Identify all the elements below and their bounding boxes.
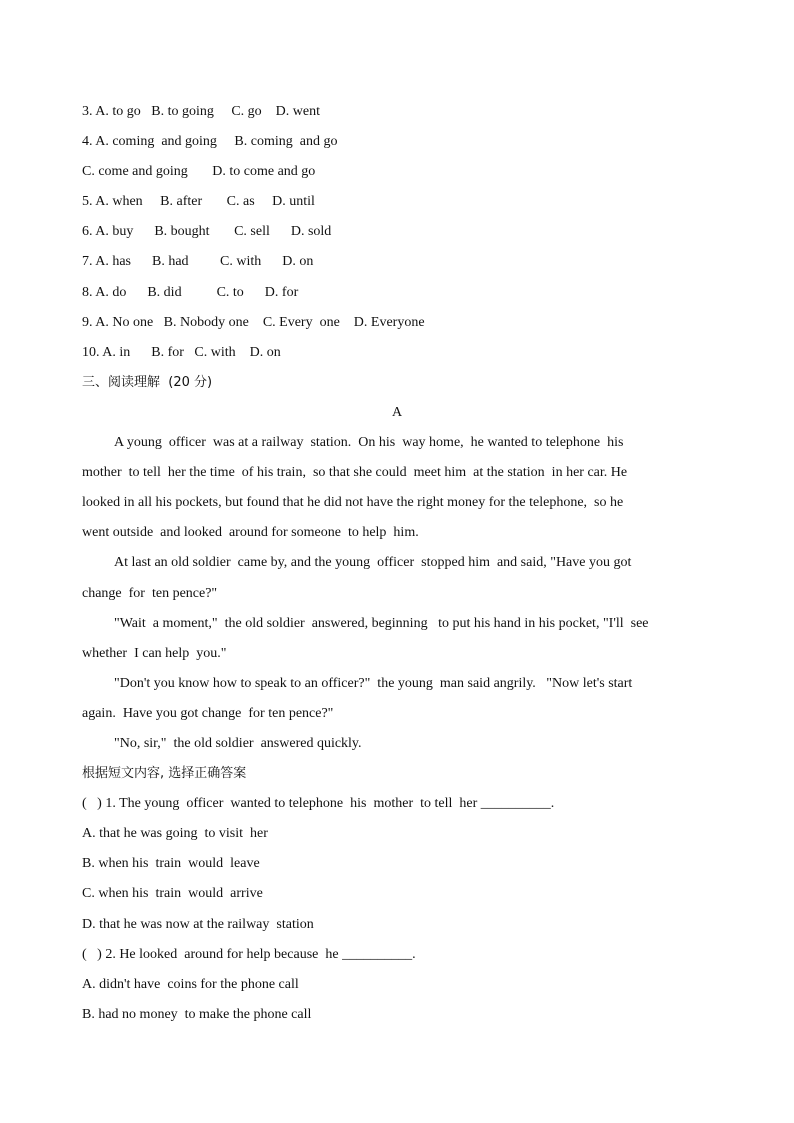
instruction: 根据短文内容, 选择正确答案 [82,766,247,782]
question-2: ( ) 2. He looked around for help because he __________. [82,946,416,962]
passage-line: "Don't you know how to speak to an officer?" the young man said angrily. "Now let's start [114,675,633,691]
question-1-option-c: C. when his train would arrive [82,886,263,902]
option-line-4: 4. A. coming and going B. coming and go [82,134,338,150]
passage-line: mother to tell her the time of his train, so that she could meet him at the station in her car. He [82,465,628,481]
question-2-option-b: B. had no money to make the phone call [82,1006,312,1022]
option-line-3: 3. A. to go B. to going C. go D. went [82,104,321,119]
passage-line: "No, sir," the old soldier answered quickly. [114,735,362,751]
question-1-option-b: B. when his train would leave [82,856,260,872]
passage-line: At last an old soldier came by, and the young officer stopped him and said, "Have you got [114,555,632,571]
passage-line: "Wait a moment," the old soldier answered, beginning to put his hand in his pocket, "I'll see [114,615,649,631]
option-line-4-cont: C. come and going D. to come and go [82,164,316,180]
question-1-option-a: A. that he was going to visit her [82,826,268,842]
passage-line: looked in all his pockets, but found that he did not have the right money for the telephone, so he [82,495,624,511]
option-line-7: 7. A. has B. had C. with D. on [82,254,314,270]
question-1: ( ) 1. The young officer wanted to telephone his mother to tell her __________. [82,796,555,812]
passage-label: A [391,404,403,420]
option-line-5: 5. A. when B. after C. as D. until [82,194,315,210]
passage-line: change for ten pence?" [82,585,218,601]
document-page [82,102,712,1035]
option-line-8: 8. A. do B. did C. to D. for [82,284,299,300]
option-line-9: 9. A. No one B. Nobody one C. Every one D. Everyone [82,314,425,330]
section-heading: 三、阅读理解 (20 分) [82,374,213,390]
question-1-option-d: D. that he was now at the railway station [82,916,314,932]
passage-line: again. Have you got change for ten pence?" [82,705,334,721]
passage-line: went outside and looked around for someone to help him. [82,525,419,541]
option-line-10: 10. A. in B. for C. with D. on [82,344,281,360]
question-2-option-a: A. didn't have coins for the phone call [82,976,299,992]
passage-line: whether I can help you." [82,645,227,661]
passage-line: A young officer was at a railway station. On his way home, he wanted to telephone his [114,435,624,451]
option-line-6: 6. A. buy B. bought C. sell D. sold [82,224,332,240]
